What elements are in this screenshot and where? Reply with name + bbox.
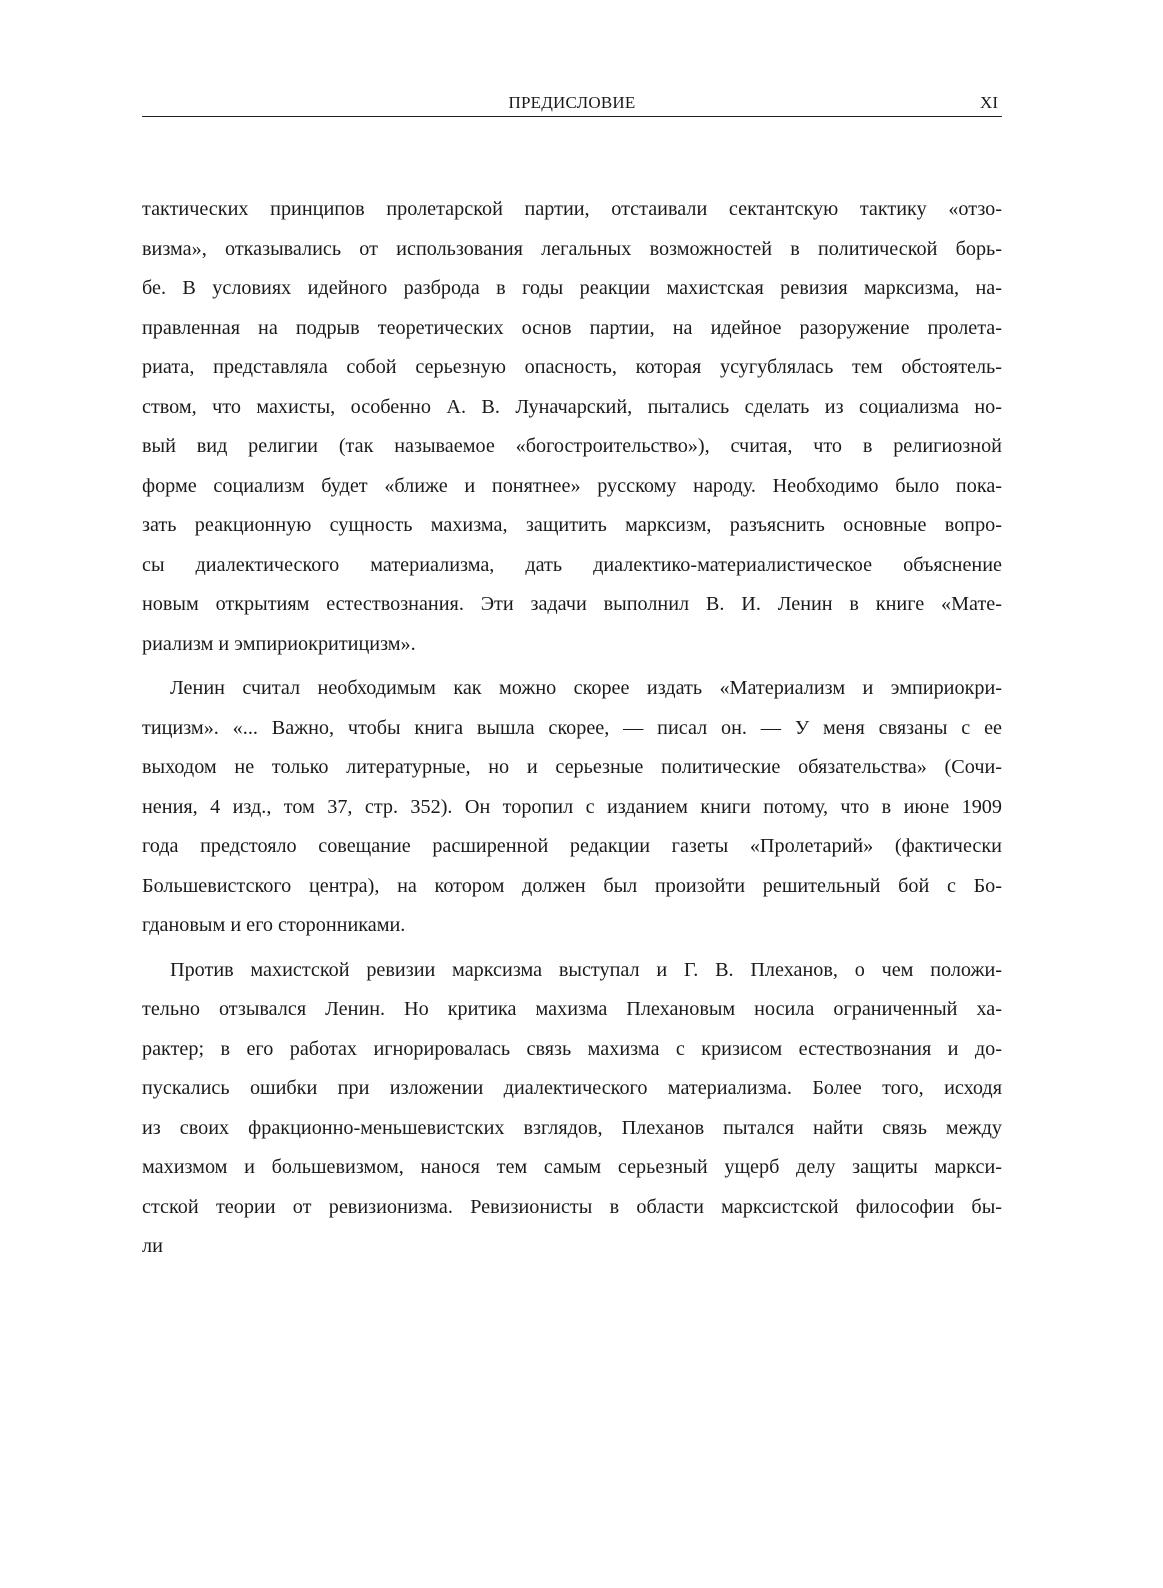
text-line: выходом не только литературные, но и серьезные политические обязательства» (Сочи- — [142, 756, 1002, 778]
text-line: вый вид религии (так называемое «богостроительство»), считая, что в религиозной — [142, 435, 1002, 457]
text-line: Большевистского центра), на котором должен был произойти решительный бой с Бо- — [142, 874, 1002, 897]
text-line: из своих фракционно-меньшевистских взглядов, Плеханов пытался найти связь между — [142, 1116, 1002, 1139]
text-line: пускались ошибки при изложении диалектического материализма. Более того, исходя — [142, 1077, 1002, 1099]
text-line: года предстояло совещание расширенной редакции газеты «Пролетарий» (фактически — [142, 835, 1002, 857]
text-line: нения, 4 изд., том 37, стр. 352). Он торопил с изданием книги потому, что в июне 1909 — [142, 795, 1002, 818]
page-number: XI — [980, 93, 998, 112]
paragraph — [142, 190, 1002, 664]
text-line: визма», отказывались от использования легальных возможностей в политической борь- — [142, 237, 1002, 260]
text-line: гдановым и его сторонниками. — [142, 914, 406, 936]
text-line: бе. В условиях идейного разброда в годы реакции махистская ревизия марксизма, на- — [142, 277, 1002, 299]
text-line: риализм и эмпириокритицизм». — [142, 632, 416, 655]
text-line: правленная на подрыв теоретических основ партии, на идейное разоружение пролета- — [142, 316, 1002, 339]
text-line: стской теории от ревизионизма. Ревизионисты в области марксистской философии бы- — [142, 1195, 1002, 1218]
text-line: зать реакционную сущность махизма, защитить марксизм, разъяснить основные вопро- — [142, 514, 1002, 536]
text-line: риата, представляла собой серьезную опасность, которая усугублялась тем обстоятель- — [142, 356, 1002, 378]
text-line: тицизм». «... Важно, чтобы книга вышла скорее, — писал он. — У меня связаны с ее — [142, 716, 1002, 739]
text-line: ли — [142, 1235, 163, 1257]
text-line: тактических принципов пролетарской партии, отстаивали сектантскую тактику «отзо- — [142, 198, 1002, 220]
text-line: тельно отзывался Ленин. Но критика махизма Плехановым носила ограниченный ха- — [142, 998, 1002, 1020]
text-line: Против махистской ревизии марксизма выступал и Г. В. Плеханов, о чем положи- — [170, 958, 1002, 981]
body-text — [142, 190, 1002, 1267]
paragraph — [142, 951, 1002, 1267]
paragraph — [142, 669, 1002, 946]
text-line: Ленин считал необходимым как можно скорее издать «Материализм и эмпириокри- — [170, 677, 1002, 699]
text-line: сы диалектического материализма, дать диалектико-материалистическое объяснение — [142, 553, 1002, 576]
text-line: новым открытиям естествознания. Эти задачи выполнил В. И. Ленин в книге «Мате- — [142, 593, 1002, 615]
header-title: ПРЕДИСЛОВИЕ — [508, 93, 636, 112]
text-line: форме социализм будет «ближе и понятнее» русскому народу. Необходимо было пока- — [142, 474, 1002, 497]
text-line: махизмом и большевизмом, нанося тем самым серьезный ущерб делу защиты маркси- — [142, 1156, 1002, 1178]
text-line: рактер; в его работах игнорировалась связь махизма с кризисом естествознания и до- — [142, 1037, 1002, 1060]
running-header — [142, 92, 1002, 117]
text-line: ством, что махисты, особенно А. В. Луначарский, пытались сделать из социализма но- — [142, 395, 1002, 418]
